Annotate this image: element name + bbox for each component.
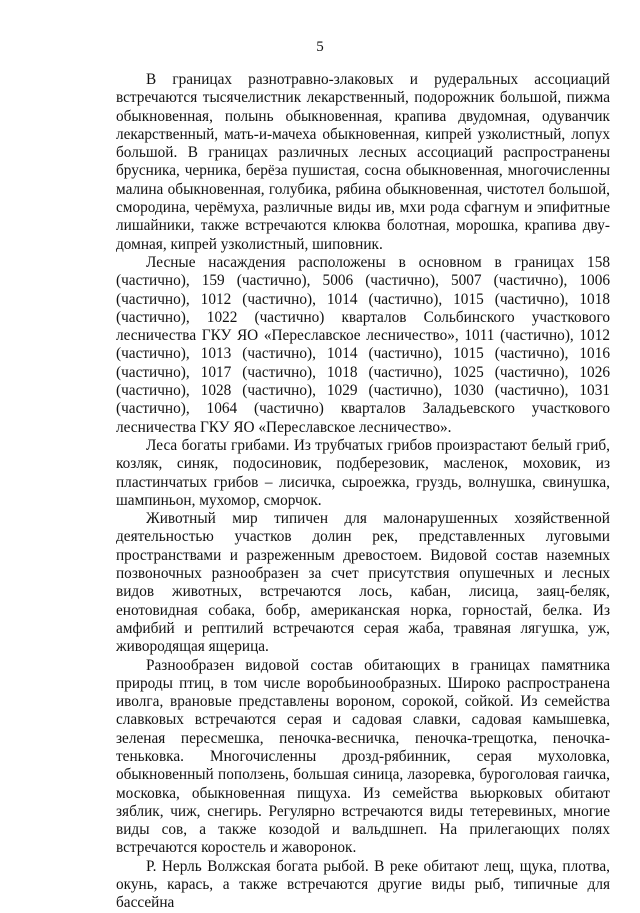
paragraph-plants: В границах разнотравно-злаковых и рудеральных ассоциаций встречаются тысячелистник лекарственный, подорожник большой, пижма обыкновенная, полынь обыкновенная, крапива двудомная, одуванчик лекарственный, мать-и-мачеха обыкновенная, кипрей узколистный, лопух большой. В границах различных лесных ассоциаций распространены брусника, черника, берёза пушистая, сосна обыкновенная, многочисленны малина обыкновенная, голубика, рябина обыкновенная, чистотел большой, смородина, черёмуха, различные виды ив, мхи рода сфагнум и эпифитные лишайники, также встречаются клюква болотная, морошка, крапива двудомная, кипрей узколистный, шиповник.	[116, 71, 610, 253]
paragraph-forest-stands: Лесные насаждения расположены в основном в границах 158 (частично), 159 (частично), 5006 (частично), 5007 (частично), 1006 (частично), 1012 (частично), 1014 (частично), 1015 (частично), 1018 (частично), 1022 (частично) кварталов Сольбинского участкового лесничества ГКУ ЯО «Переславское лесничество», 1011 (частично), 1012 (частично), 1013 (частично), 1014 (частично), 1015 (частично), 1016 (частично), 1017 (частично), 1018 (частично), 1025 (частично), 1026 (частично), 1028 (частично), 1029 (частично), 1030 (частично), 1031 (частично), 1064 (частично) кварталов Заладьевского участкового лесничества ГКУ ЯО «Переславское лесничество».	[116, 253, 610, 436]
body-text	[116, 71, 610, 913]
paragraph-birds: Разнообразен видовой состав обитающих в границах памятника природы птиц, в том числе воробьинообразных. Широко распространена иволга, врановые представлены вороном, сорокой, сойкой. Из семейства славковых встречаются серая и садовая славки, садовая камышевка, зеленая пересмешка, пеночка-весничка, пеночка-трещотка, пеночка-теньковка. Многочисленны дрозд-рябинник, серая мухоловка, обыкновенный поползень, большая синица, лазоревка, буроголовая гаичка, московка, обыкновенная пищуха. Из семейства вьюрковых обитают зяблик, чиж, снегирь. Регулярно встречаются виды тетеревиных, многие виды сов, а также козодой и вальдшнеп. На прилегающих полях встречаются коростель и жаворонок.	[116, 656, 610, 857]
paragraph-animals: Животный мир типичен для малонарушенных хозяйственной деятельностью участков долин рек, представленных луговыми пространствами и разреженным древостоем. Видовой состав наземных позвоночных разнообразен за счет присутствия опушечных и лесных видов животных, встречаются лось, кабан, лисица, заяц-беляк, енотовидная собака, бобр, американская норка, горностай, белка. Из амфибий и рептилий встречаются серая жаба, травяная лягушка, уж, живородящая ящерица.	[116, 510, 610, 656]
page-number: 5	[316, 39, 324, 55]
paragraph-mushrooms: Леса богаты грибами. Из трубчатых грибов произрастают белый гриб, козляк, синяк, подосиновик, подберезовик, масленок, моховик, из пластинчатых грибов – лисичка, сыроежка, груздь, волнушка, свинушка, шампиньон, мухомор, сморчок.	[116, 436, 610, 509]
paragraph-fish: Р. Нерль Волжская богата рыбой. В реке обитают лещ, щука, плотва, окунь, карась, а также встречаются другие виды рыб, типичные для бассейна	[116, 857, 610, 912]
